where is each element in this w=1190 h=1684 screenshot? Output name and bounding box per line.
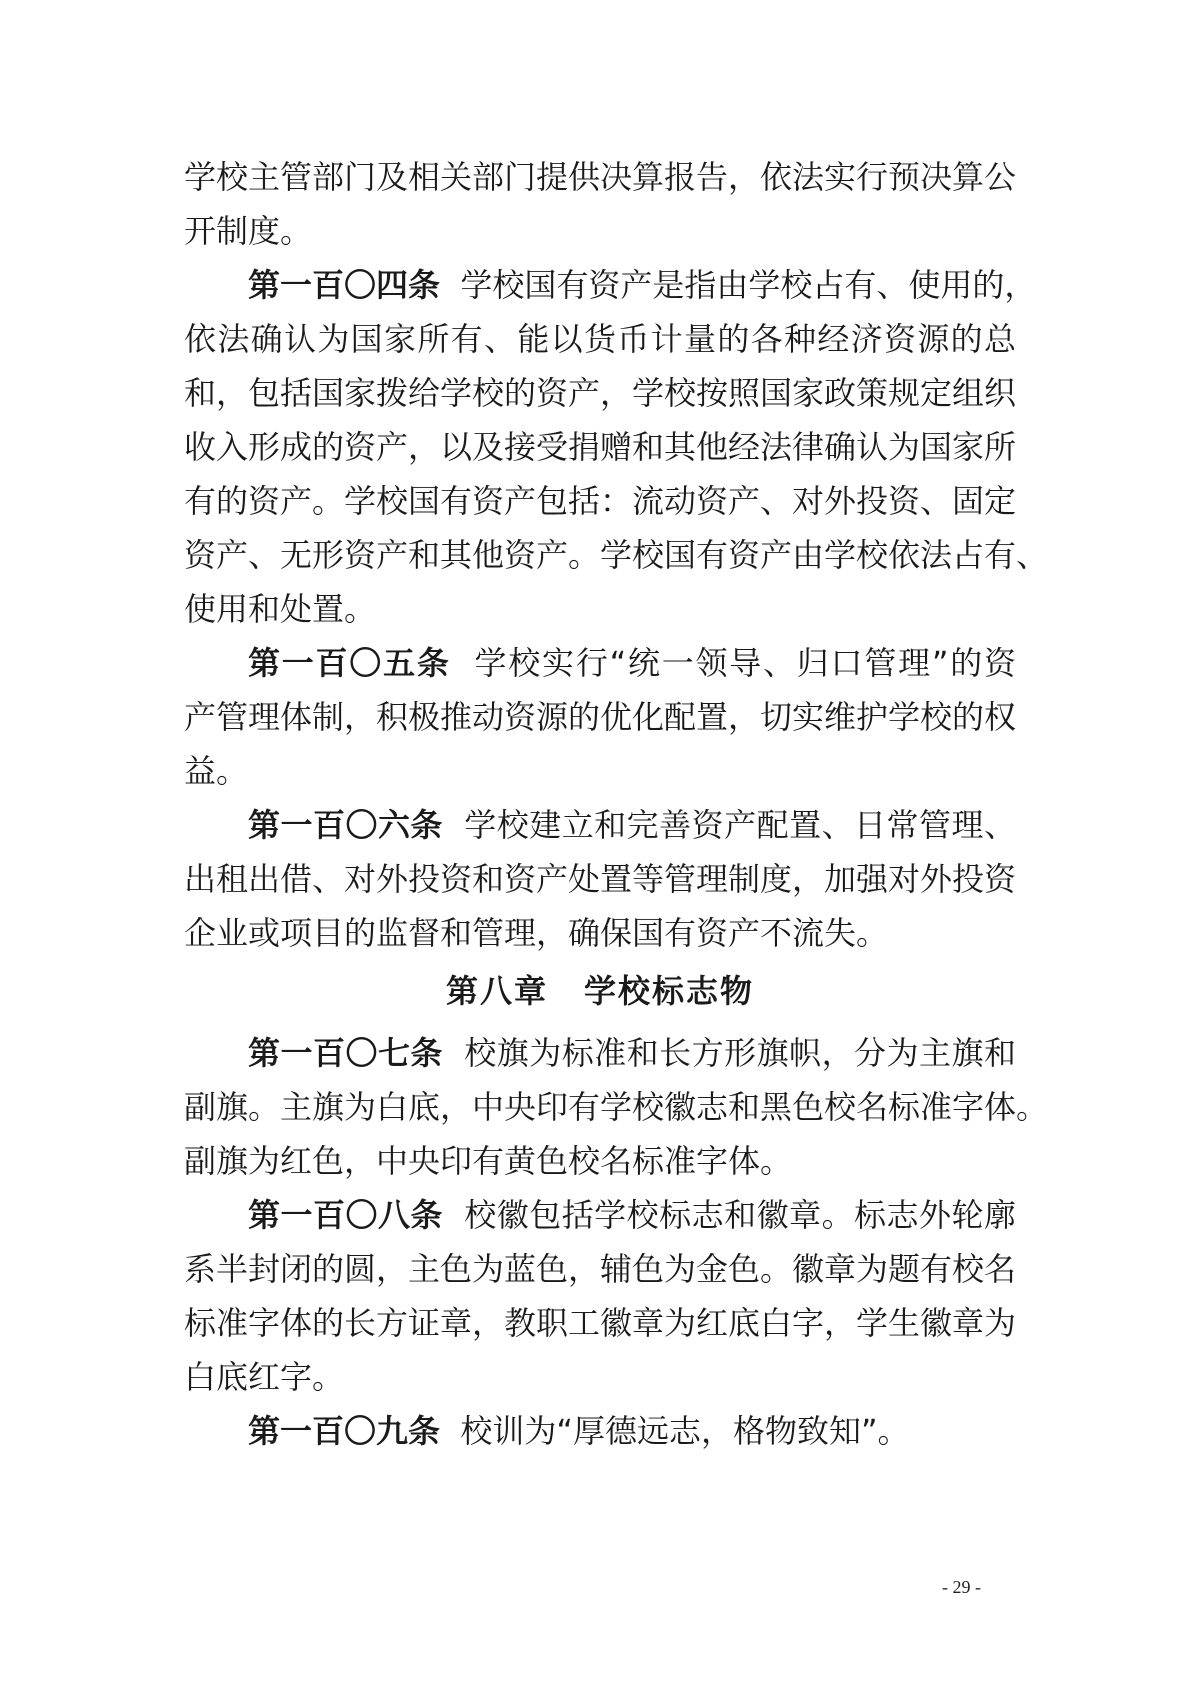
- chapter-title: 学校标志物: [584, 972, 755, 1010]
- article-label: 第一百〇六条: [248, 806, 443, 844]
- article-text: 校训为“厚德远志，格物致知”。: [460, 1412, 910, 1450]
- text-line: 学校主管部门及相关部门提供决算报告，依法实行预决算公: [184, 158, 1017, 196]
- article-label: 第一百〇七条: [248, 1034, 443, 1072]
- text-line: 使用和处置。: [184, 590, 377, 628]
- text-line: 依法确认为国家所有、能以货币计量的各种经济资源的总: [184, 320, 1016, 358]
- document-page: [184, 150, 1049, 1458]
- article-first-line: [184, 258, 1037, 312]
- text-line: 益。: [184, 752, 249, 790]
- article-first-line: [184, 1188, 1016, 1242]
- text-line: 资产、无形资产和其他资产。学校国有资产由学校依法占有、: [184, 536, 1049, 574]
- text-line: 副旗。主旗为白底，中央印有学校徽志和黑色校名标准字体。: [184, 1088, 1049, 1126]
- article-label: 第一百〇五条: [248, 644, 451, 682]
- text-line: 系半封闭的圆，主色为蓝色，辅色为金色。徽章为题有校名: [184, 1250, 1017, 1288]
- text-line: 副旗为红色，中央印有黄色校名标准字体。: [184, 1142, 793, 1180]
- article-text: 学校国有资产是指由学校占有、使用的，: [460, 266, 1037, 304]
- chapter-heading: [184, 964, 1016, 1018]
- article-first-line: [184, 1404, 1016, 1458]
- page-number: - 29 -: [942, 1577, 981, 1597]
- article-first-line: [184, 798, 1016, 852]
- article-first-line: [184, 1026, 1016, 1080]
- text-line: 标准字体的长方证章，教职工徽章为红底白字，学生徽章为: [184, 1304, 1017, 1342]
- article-text: 学校实行“统一领导、归口管理”的资: [474, 644, 1016, 682]
- article-text: 校旗为标准和长方形旗帜，分为主旗和: [464, 1034, 1016, 1072]
- text-line: 收入形成的资产，以及接受捐赠和其他经法律确认为国家所: [184, 428, 1017, 466]
- article-text: 学校建立和完善资产配置、日常管理、: [464, 806, 1016, 844]
- text-line: 有的资产。学校国有资产包括：流动资产、对外投资、固定: [184, 482, 1017, 520]
- text-line: 开制度。: [184, 212, 313, 250]
- text-line: 产管理体制，积极推动资源的优化配置，切实维护学校的权: [184, 698, 1017, 736]
- article-label: 第一百〇四条: [248, 266, 441, 304]
- article-label: 第一百〇九条: [248, 1412, 441, 1450]
- article-text: 校徽包括学校标志和徽章。标志外轮廓: [464, 1196, 1016, 1234]
- text-line: 企业或项目的监督和管理，确保国有资产不流失。: [184, 914, 889, 952]
- text-line: 和，包括国家拨给学校的资产，学校按照国家政策规定组织: [184, 374, 1017, 412]
- text-line: 出租出借、对外投资和资产处置等管理制度，加强对外投资: [184, 860, 1017, 898]
- article-first-line: [184, 636, 1016, 690]
- chapter-number: 第八章: [445, 972, 548, 1010]
- text-line: 白底红字。: [184, 1358, 345, 1396]
- article-label: 第一百〇八条: [248, 1196, 443, 1234]
